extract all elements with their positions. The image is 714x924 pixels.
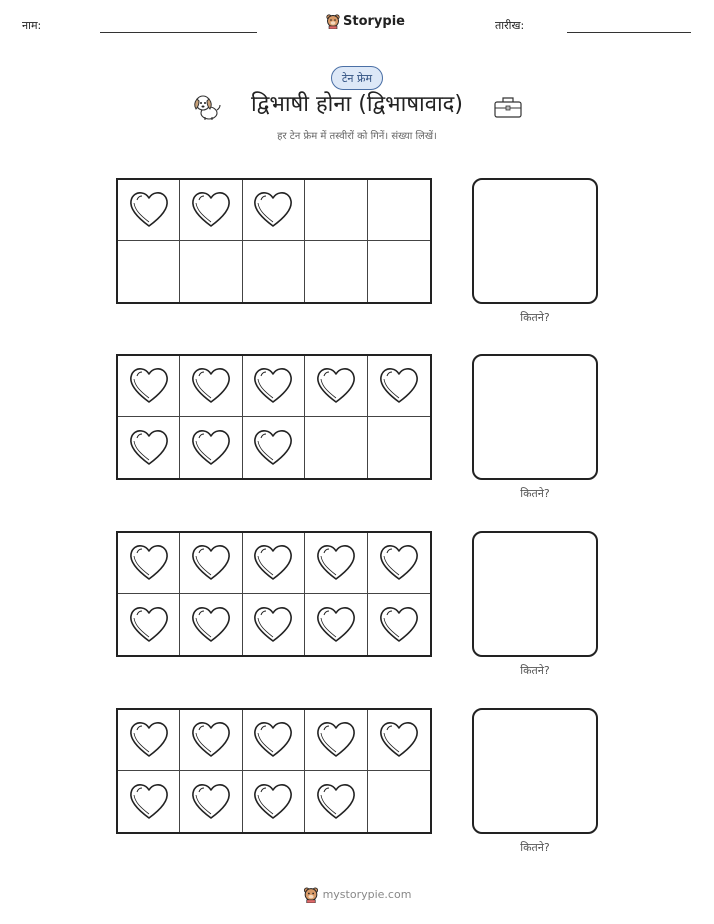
answer-box[interactable] bbox=[472, 354, 598, 480]
heart-icon bbox=[252, 543, 294, 583]
answer-label: कितने? bbox=[520, 664, 550, 677]
ten-frame-cell bbox=[118, 180, 180, 241]
ten-frame-cell bbox=[118, 533, 180, 594]
heart-icon bbox=[315, 543, 357, 583]
ten-frame bbox=[116, 354, 432, 480]
ten-frame-cell bbox=[368, 533, 430, 594]
heart-icon bbox=[252, 190, 294, 230]
ten-frame-cell bbox=[180, 594, 242, 655]
ten-frame-cell bbox=[305, 417, 367, 478]
heart-icon bbox=[378, 605, 420, 645]
ten-frame-cell bbox=[180, 356, 242, 417]
answer-box[interactable] bbox=[472, 531, 598, 657]
ten-frame-cell bbox=[368, 241, 430, 302]
ten-frame bbox=[116, 708, 432, 834]
answer-box[interactable] bbox=[472, 178, 598, 304]
toolbox-icon bbox=[492, 94, 524, 120]
ten-frame-cell bbox=[305, 241, 367, 302]
heart-icon bbox=[190, 428, 232, 468]
ten-frame-cell bbox=[243, 417, 305, 478]
heart-icon bbox=[190, 605, 232, 645]
ten-frame-cell bbox=[243, 180, 305, 241]
heart-icon bbox=[315, 720, 357, 760]
ten-frame-cell bbox=[243, 710, 305, 771]
instructions: हर टेन फ्रेम में तस्वीरों को गिनें। संख्या लिखें। bbox=[277, 131, 437, 142]
date-line[interactable] bbox=[567, 32, 691, 33]
ten-frame-cell bbox=[118, 417, 180, 478]
ten-frame-cell bbox=[118, 594, 180, 655]
heart-icon bbox=[378, 543, 420, 583]
heart-icon bbox=[315, 366, 357, 406]
heart-icon bbox=[128, 190, 170, 230]
ten-frame-cell bbox=[368, 771, 430, 832]
footer-url[interactable]: mystorypie.com bbox=[322, 888, 412, 901]
ten-frame-cell bbox=[118, 241, 180, 302]
ten-frame-cell bbox=[118, 710, 180, 771]
footer bbox=[0, 886, 714, 903]
answer-label: कितने? bbox=[520, 841, 550, 854]
ten-frame-cell bbox=[305, 710, 367, 771]
ten-frame-cell bbox=[368, 710, 430, 771]
ten-frame-cell bbox=[180, 417, 242, 478]
heart-icon bbox=[252, 366, 294, 406]
ten-frame-cell bbox=[305, 180, 367, 241]
ten-frame-cell bbox=[243, 594, 305, 655]
ten-frame-cell bbox=[243, 356, 305, 417]
ten-frame-cell bbox=[118, 771, 180, 832]
ten-frame-cell bbox=[180, 771, 242, 832]
ten-frame-cell bbox=[180, 533, 242, 594]
heart-icon bbox=[128, 366, 170, 406]
answer-label: कितने? bbox=[520, 487, 550, 500]
ten-frame-cell bbox=[305, 533, 367, 594]
heart-icon bbox=[128, 428, 170, 468]
heart-icon bbox=[378, 720, 420, 760]
ten-frame-cell bbox=[243, 241, 305, 302]
heart-icon bbox=[190, 782, 232, 822]
heart-icon bbox=[252, 782, 294, 822]
ten-frame-cell bbox=[305, 594, 367, 655]
bear-icon bbox=[326, 13, 340, 29]
heart-icon bbox=[252, 428, 294, 468]
ten-frame bbox=[116, 531, 432, 657]
heart-icon bbox=[252, 605, 294, 645]
bear-icon bbox=[303, 886, 319, 903]
brand-name: Storypie bbox=[343, 13, 405, 29]
ten-frame-cell bbox=[180, 710, 242, 771]
brand-logo bbox=[326, 13, 405, 29]
answer-label: कितने? bbox=[520, 311, 550, 324]
ten-frame-cell bbox=[305, 771, 367, 832]
heart-icon bbox=[252, 720, 294, 760]
name-label: नाम: bbox=[22, 19, 42, 32]
heart-icon bbox=[378, 366, 420, 406]
name-line[interactable] bbox=[100, 32, 257, 33]
ten-frame-cell bbox=[118, 356, 180, 417]
heart-icon bbox=[128, 720, 170, 760]
ten-frame-cell bbox=[368, 180, 430, 241]
heart-icon bbox=[315, 605, 357, 645]
ten-frame-cell bbox=[180, 180, 242, 241]
heart-icon bbox=[190, 543, 232, 583]
heart-icon bbox=[128, 543, 170, 583]
ten-frame-cell bbox=[368, 417, 430, 478]
date-label: तारीख: bbox=[495, 19, 525, 32]
worksheet-title: द्विभाषी होना (द्विभाषावाद) bbox=[251, 92, 463, 117]
ten-frame bbox=[116, 178, 432, 304]
ten-frame-cell bbox=[180, 241, 242, 302]
heart-icon bbox=[190, 720, 232, 760]
answer-box[interactable] bbox=[472, 708, 598, 834]
heart-icon bbox=[315, 782, 357, 822]
ten-frame-cell bbox=[243, 771, 305, 832]
heart-icon bbox=[128, 782, 170, 822]
heart-icon bbox=[190, 366, 232, 406]
ten-frame-cell bbox=[305, 356, 367, 417]
ten-frame-cell bbox=[368, 356, 430, 417]
ten-frame-cell bbox=[243, 533, 305, 594]
ten-frame-cell bbox=[368, 594, 430, 655]
topic-tag: टेन फ्रेम bbox=[331, 66, 383, 90]
heart-icon bbox=[190, 190, 232, 230]
heart-icon bbox=[128, 605, 170, 645]
